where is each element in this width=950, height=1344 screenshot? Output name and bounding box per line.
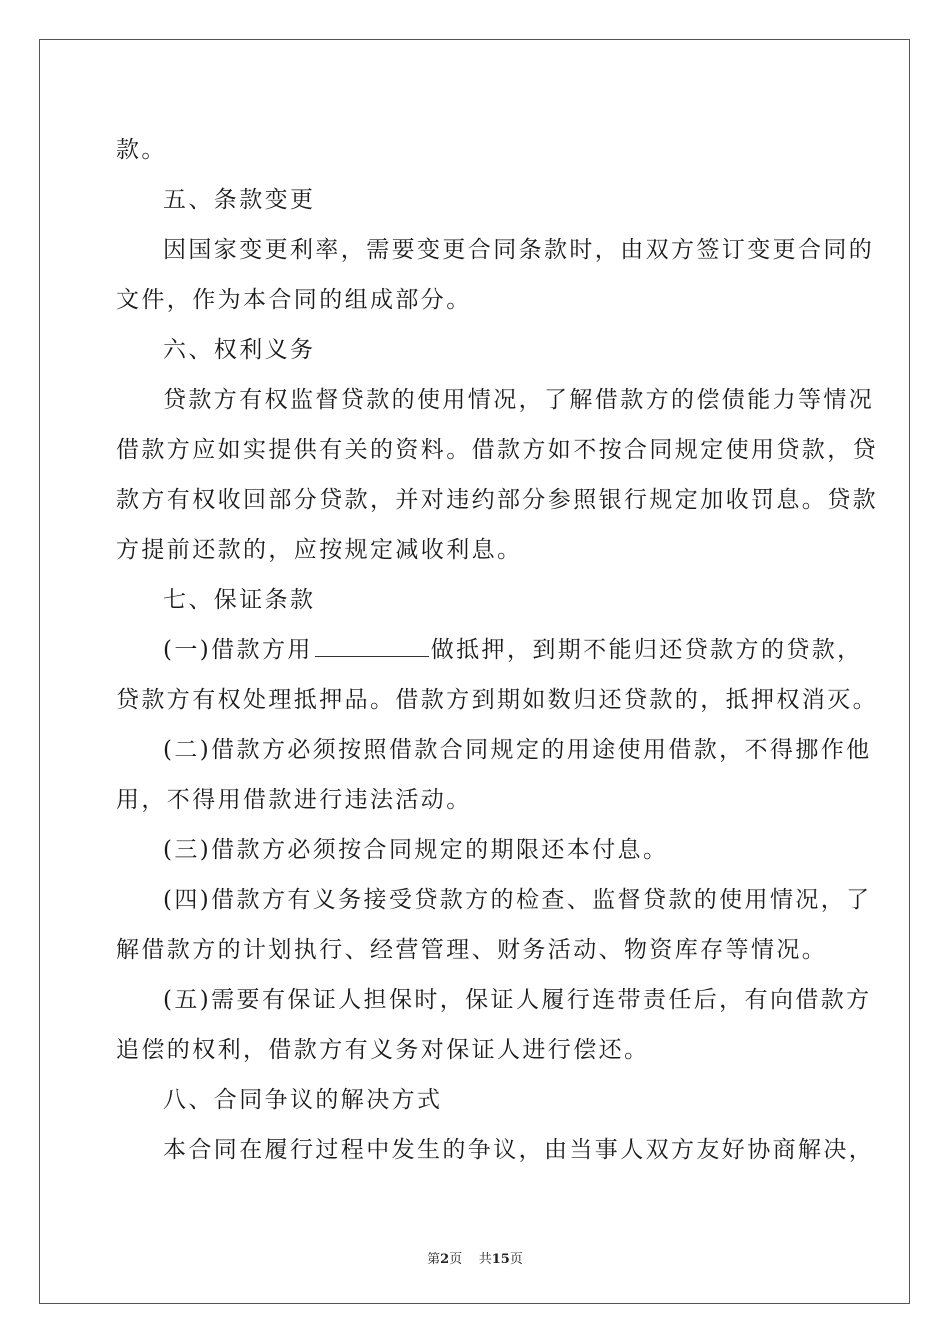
- clause-7-1-prefix: (一)借款方用: [163, 637, 313, 663]
- total-pages: 15: [491, 1252, 510, 1267]
- text-line: 贷款方有权监督贷款的使用情况，了解借款方的偿债能力等情况: [163, 387, 875, 413]
- text-line: 解借款方的计划执行、经营管理、财务活动、物资库存等情况。: [116, 937, 828, 963]
- text-line: 贷款方有权处理抵押品。借款方到期如数归还贷款的，抵押权消灭。: [116, 687, 878, 713]
- fill-in-blank[interactable]: [315, 638, 429, 657]
- text-line: 因国家变更利率，需要变更合同条款时，由双方签订变更合同的: [163, 237, 875, 263]
- clause-7-1-line: [163, 637, 881, 663]
- page-prefix: 第: [427, 1252, 441, 1267]
- text-line: 文件，作为本合同的组成部分。: [116, 287, 472, 313]
- section-heading-5: 五、条款变更: [163, 187, 316, 213]
- clause-7-1-suffix: 做抵押，到期不能归还贷款方的贷款，: [430, 637, 863, 663]
- text-line: 用，不得用借款进行违法活动。: [116, 787, 472, 813]
- section-heading-8: 八、合同争议的解决方式: [163, 1087, 443, 1113]
- text-line: 追偿的权利，借款方有义务对保证人进行偿还。: [116, 1037, 650, 1063]
- text-line: 借款方应如实提供有关的资料。借款方如不按合同规定使用贷款，贷: [116, 437, 878, 463]
- page-number: 2: [440, 1252, 450, 1267]
- text-line: 方提前还款的，应按规定减收利息。: [116, 537, 523, 563]
- text-line: (五)需要有保证人担保时，保证人履行连带责任后，有向借款方: [163, 987, 872, 1013]
- total-prefix: 共: [478, 1252, 492, 1267]
- text-line: (二)借款方必须按照借款合同规定的用途使用借款，不得挪作他: [163, 737, 872, 763]
- text-line: 款。: [116, 137, 167, 163]
- text-line: 款方有权收回部分贷款，并对违约部分参照银行规定加收罚息。贷款: [116, 487, 878, 513]
- section-heading-7: 七、保证条款: [163, 587, 316, 613]
- section-heading-6: 六、权利义务: [163, 337, 316, 363]
- page-frame: [39, 39, 910, 1304]
- text-line: 本合同在履行过程中发生的争议，由当事人双方友好协商解决，: [163, 1137, 875, 1163]
- page-footer: [0, 1248, 950, 1267]
- page-suffix: 页: [449, 1252, 463, 1267]
- text-line: (四)借款方有义务接受贷款方的检查、监督贷款的使用情况，了: [163, 887, 872, 913]
- total-suffix: 页: [509, 1252, 523, 1267]
- text-line: (三)借款方必须按合同规定的期限还本付息。: [163, 837, 669, 863]
